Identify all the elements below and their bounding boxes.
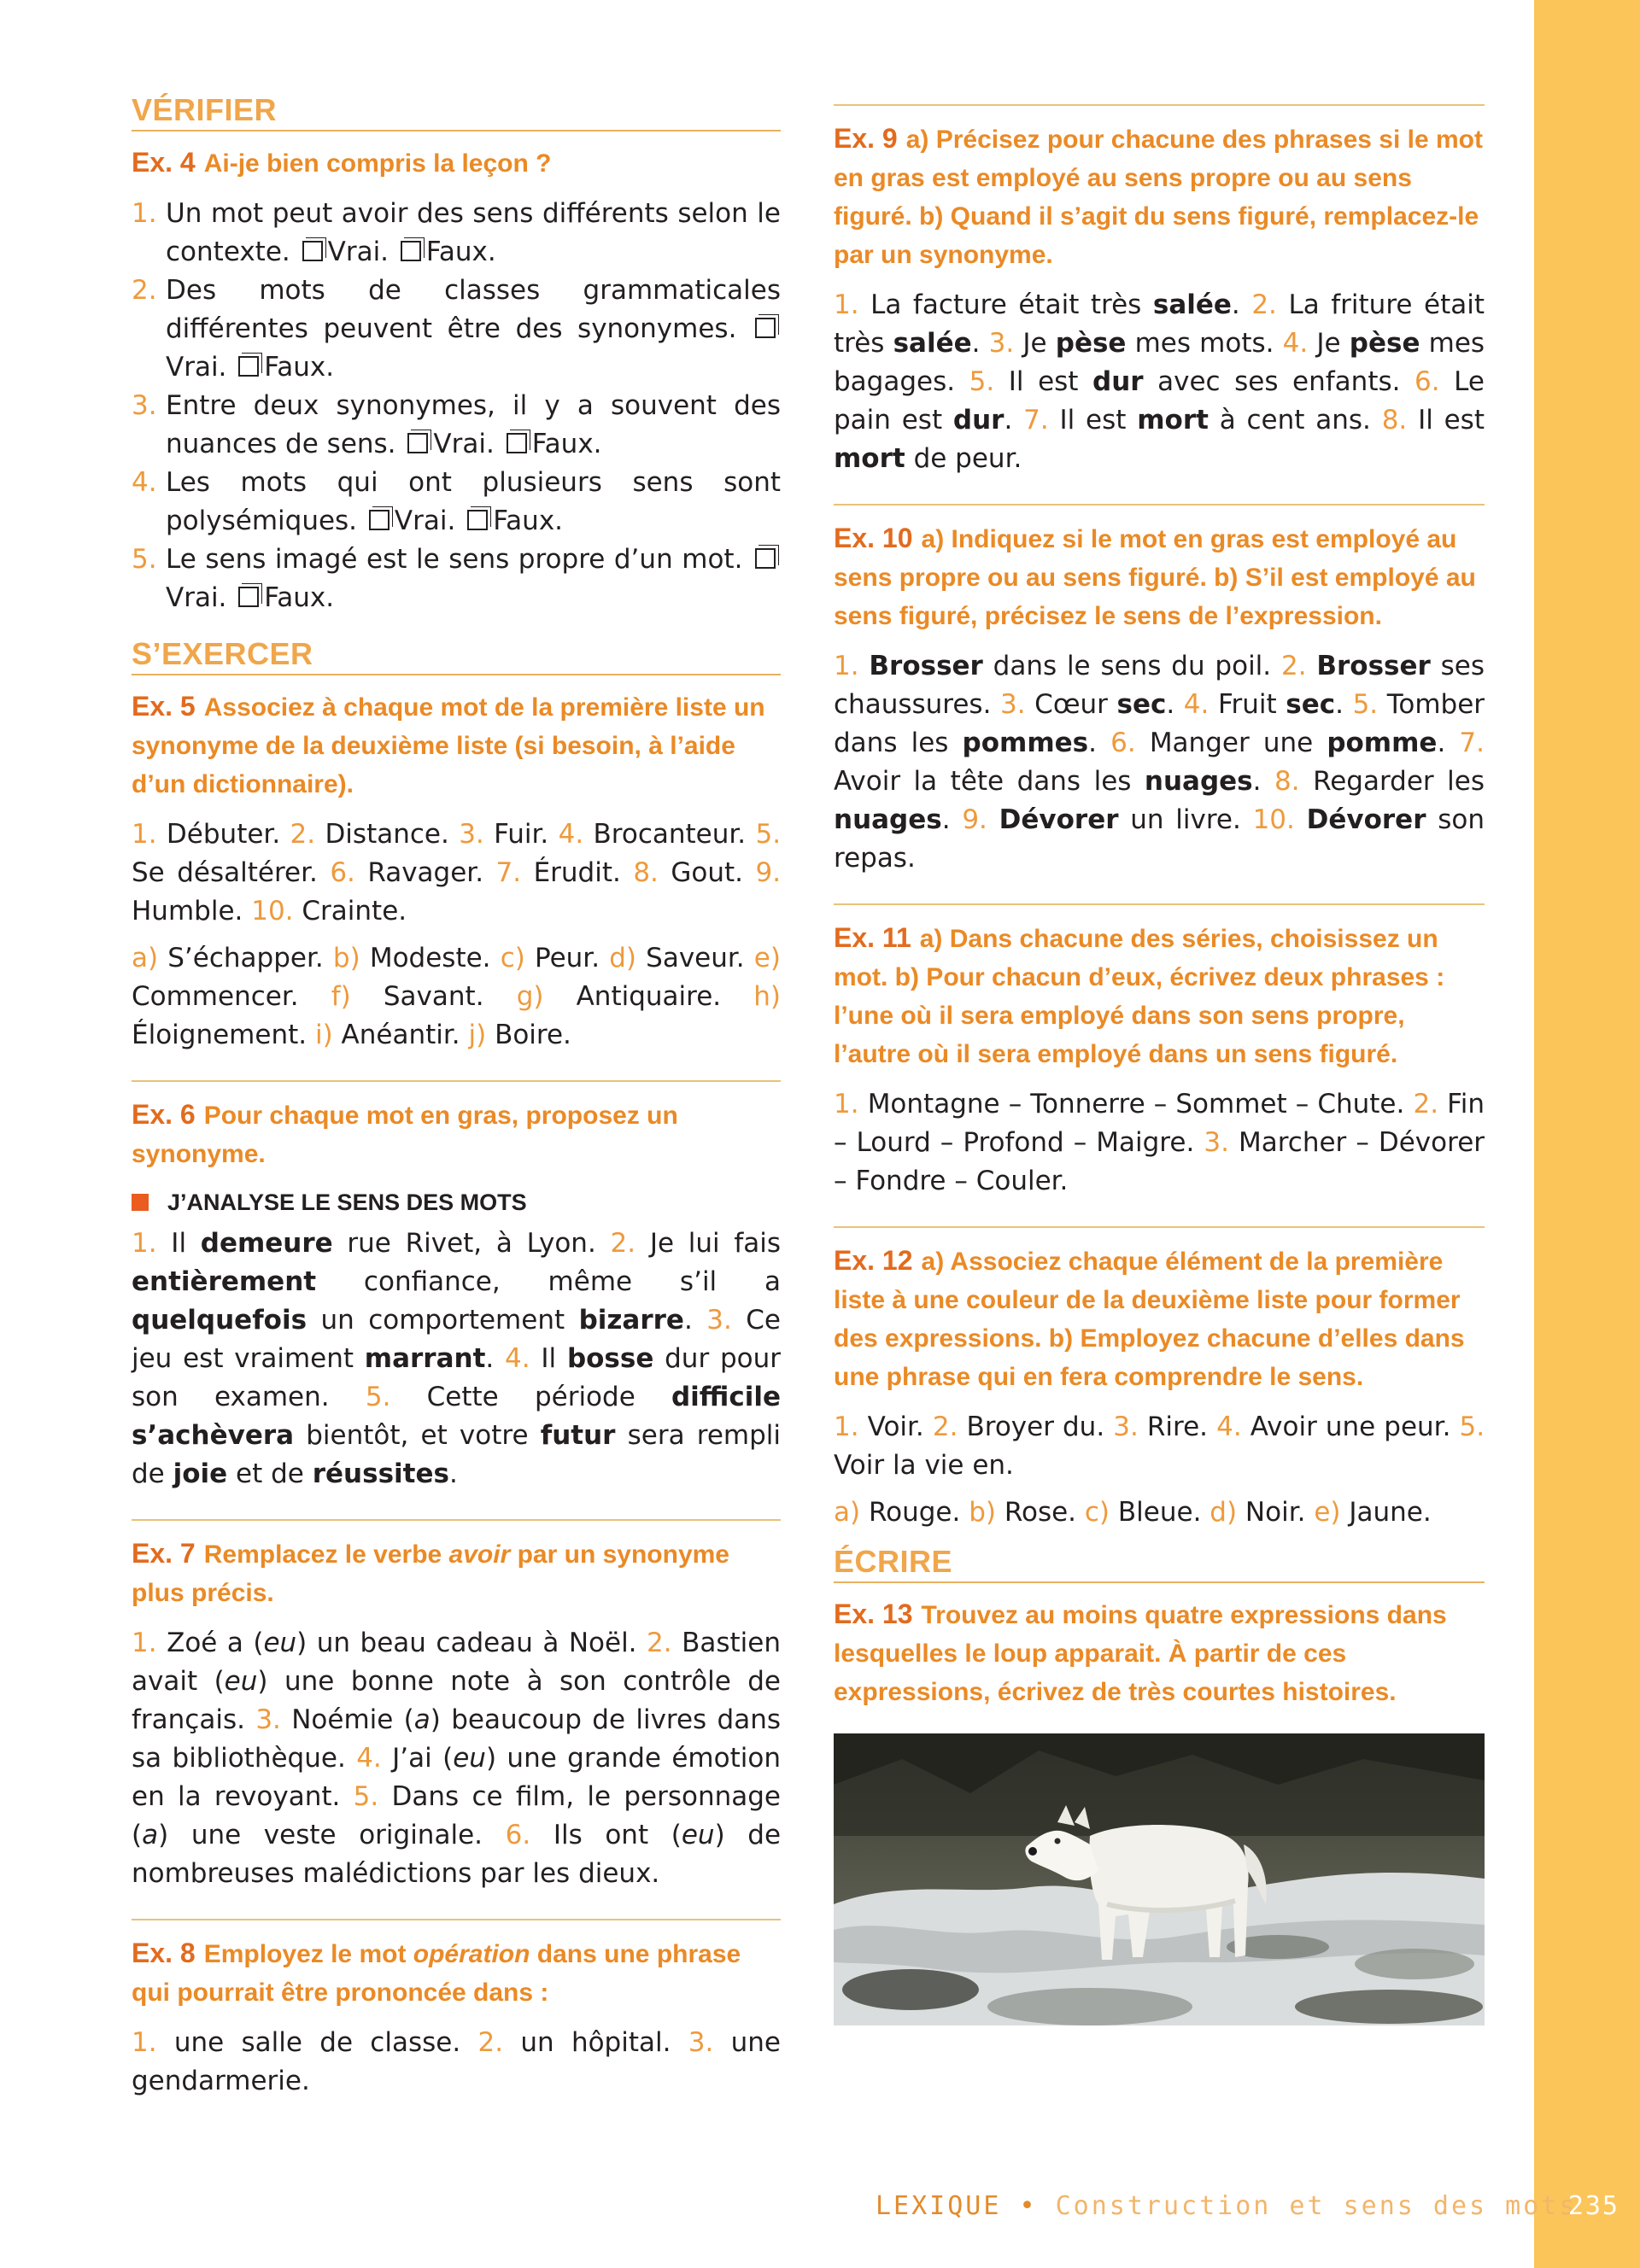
footer-subtitle: Construction et sens des mots [1055,2191,1578,2221]
item-number: 10. [251,896,294,926]
checkbox-icon [407,433,428,453]
exercise-11 [834,903,1485,1201]
item-number: 5. [755,819,782,850]
item-word: Se désaltérer. [132,857,318,888]
exercise-9 [834,104,1485,478]
item-word: Ravager. [367,857,484,888]
exercise-10-heading [834,519,1485,635]
exercise-12-heading [834,1242,1485,1396]
item-word: Modeste. [369,943,491,973]
exercise-number: Ex. 4 [132,147,196,178]
item-word: Fuir. [494,819,549,850]
item-number: c) [1084,1497,1110,1528]
item-text: Des mots de classes grammaticales différentes peuvent être des synonymes. [166,275,781,344]
list-item [132,541,781,617]
vrai-label: Vrai. [327,237,397,267]
item-number: d) [1210,1497,1238,1528]
list-item [132,464,781,541]
item-number: 3. [459,819,484,850]
item-number: 5. [132,544,157,575]
checkbox-icon [369,510,390,530]
checkbox-icon [755,318,776,338]
exercise-title: a) Associez chaque élément de la première liste à une couleur de la deuxième liste pour former des expressions. b) Employez chacune d’elles dans une phrase qui en fera comprendre le sens. [834,1248,1465,1391]
section-title-sexercer: S’EXERCER [132,636,781,675]
exercise-number: Ex. 5 [132,691,196,722]
footer [876,2191,1577,2221]
exercise-number: Ex. 11 [834,922,911,953]
item-text: Entre deux synonymes, il y a souvent des nuances de sens. [166,390,781,459]
item-number: g) [516,981,544,1012]
vrai-label: Vrai. [433,429,503,459]
item-number: 1. [132,198,157,229]
exercise-7 [132,1519,781,1893]
exercise-4 [132,143,781,617]
exercise-13 [834,1595,1485,2025]
item-number: 7. [495,857,522,888]
item-number: 5. [1459,1412,1485,1442]
faux-label: Faux. [264,582,335,613]
item-word: Rose. [1004,1497,1077,1528]
item-text: Le sens imagé est le sens propre d’un mot. [166,544,752,575]
item-number: 9. [755,857,782,888]
item-word: Rouge. [868,1497,961,1528]
item-number: 1. [834,1412,859,1442]
exercise-7-heading: Ex. 7 Remplacez le verbe avoir par un synonyme plus précis. [132,1538,729,1607]
exercise-11-body: 1. Montagne – Tonnerre – Sommet – Chute. 2. Fin – Lourd – Profond – Maigre. 3. Marcher – Dévorer – Fondre – Couler. [834,1089,1485,1196]
item-number: 2. [132,275,157,306]
exercise-number: Ex. 13 [834,1599,913,1629]
square-bullet-icon [132,1194,149,1211]
checkbox-icon [302,241,323,261]
exercise-12-body [834,1408,1485,1532]
item-number: 4. [132,467,157,498]
list-item [132,272,781,387]
item-word: Jaune. [1349,1497,1432,1528]
exercise-10 [834,504,1485,878]
subheading-label: J’ANALYSE LE SENS DES MOTS [167,1190,527,1215]
item-number: 1. [132,819,157,850]
footer-bullet: • [1019,2191,1038,2221]
exercise-9-heading [834,120,1485,274]
item-word: Gout. [671,857,744,888]
exercise-10-body: 1. Brosser dans le sens du poil. 2. Brosser ses chaussures. 3. Cœur sec. 4. Fruit sec. 5. Tomber dans les pommes. 6. Manger une pomme. 7. Avoir la tête dans les nuages. 8. Regarder les nuages. 9. Dévorer un livre. 10. Dévorer son repas. [834,651,1485,874]
item-number: 6. [330,857,355,888]
item-number: a) [132,943,159,973]
item-word: Débuter. [166,819,281,850]
item-word: Crainte. [302,896,407,926]
item-number: e) [753,943,781,973]
item-word: Érudit. [533,857,621,888]
section-title-ecrire: ÉCRIRE [834,1544,1485,1583]
exercise-title: Associez à chaque mot de la première liste un synonyme de la deuxième liste (si besoin, à l’aide d’un dictionnaire). [132,693,765,798]
item-number: e) [1314,1497,1341,1528]
exercise-5-body [132,815,781,1055]
exercise-5-heading [132,687,781,804]
item-number: 4. [558,819,584,850]
item-number: i) [314,1020,333,1050]
item-number: 2. [932,1412,958,1442]
item-text: Les mots qui ont plusieurs sens sont polysémiques. [166,467,781,536]
checkbox-icon [467,510,488,530]
vrai-label: Vrai. [166,582,236,613]
exercise-4-list [132,195,781,617]
item-word: Boire. [495,1020,571,1050]
item-word: Broyer du. [966,1412,1105,1442]
exercise-title: Ai-je bien compris la leçon ? [203,149,552,178]
item-number: b) [332,943,360,973]
item-number: f) [331,981,351,1012]
right-column [834,104,1485,2025]
exercise-11-heading [834,919,1485,1073]
word-list-2 [132,939,781,1055]
section-title-verifier: VÉRIFIER [132,92,781,132]
checkbox-icon [401,241,421,261]
white-wolf-photo [834,1733,1485,2025]
exercise-title: Pour chaque mot en gras, proposez un synonyme. [132,1102,678,1168]
checkbox-icon [755,548,776,569]
exercise-4-heading [132,143,781,183]
exercise-6-body: 1. Il demeure rue Rivet, à Lyon. 2. Je lui fais entièrement confiance, même s’il a quelquefois un comportement bizarre. 3. Ce jeu est vraiment marrant. 4. Il bosse dur pour son examen. 5. Cette période difficile s’achèvera bientôt, et votre futur sera rempli de joie et de réussites. [132,1228,782,1489]
item-number: b) [969,1497,996,1528]
item-word: Voir la vie en. [834,1450,1014,1481]
faux-label: Faux. [264,352,335,383]
exercise-12 [834,1226,1485,1532]
word-list-1 [834,1408,1485,1485]
list-item [132,387,781,464]
item-word: Brocanteur. [593,819,747,850]
item-number: a) [834,1497,861,1528]
item-number: h) [753,981,782,1012]
exercise-title: Trouvez au moins quatre expressions dans lesquelles le loup apparait. À partir de ces expressions, écrivez de très courtes histoires. [834,1601,1447,1706]
item-word: Anéantir. [341,1020,460,1050]
subheading [132,1185,781,1219]
page-number: 235 [1567,2191,1620,2221]
vrai-label: Vrai. [394,506,465,536]
item-word: Humble. [132,896,243,926]
item-word: Rire. [1146,1412,1209,1442]
checkbox-icon [238,356,259,377]
exercise-8-body: 1. une salle de classe. 2. un hôpital. 3. une gendarmerie. [132,2027,782,2096]
item-word: Savant. [383,981,484,1012]
item-number: c) [500,943,525,973]
faux-label: Faux. [531,429,602,459]
item-word: Commencer. [132,981,299,1012]
exercise-7-body: 1. Zoé a (eu) un beau cadeau à Noël. 2. Bastien avait (eu) une bonne note à son contrôle de français. 3. Noémie (a) beaucoup de livres dans sa bibliothèque. 4. J’ai (eu) une grande émotion en la revoyant. 5. Dans ce film, le personnage (a) une veste originale. 6. Ils ont (eu) de nombreuses malédictions par les dieux. [132,1628,782,1889]
item-word: Saveur. [646,943,745,973]
footer-lexique: LEXIQUE [876,2191,1002,2221]
exercise-number: Ex. 6 [132,1099,196,1130]
exercise-8-heading: Ex. 8 Employez le mot opération dans une phrase qui pourrait être prononcée dans : [132,1938,741,2007]
faux-label: Faux. [425,237,496,267]
exercise-8 [132,1919,781,2101]
exercise-number: Ex. 8 [132,1938,196,1968]
left-column [132,92,781,2109]
checkbox-icon [238,587,259,607]
item-number: d) [609,943,636,973]
word-list-2 [834,1493,1485,1532]
item-word: Distance. [325,819,449,850]
item-word: Voir. [867,1412,924,1442]
item-word: Éloignement. [132,1020,308,1050]
word-list-1 [132,815,781,931]
item-word: Peur. [534,943,600,973]
exercise-13-heading [834,1595,1485,1711]
exercise-5 [132,687,781,1055]
item-number: 3. [132,390,157,421]
faux-label: Faux. [493,506,564,536]
exercise-title: a) Précisez pour chacune des phrases si le mot en gras est employé au sens propre ou au sens figuré. b) Quand il s’agit du sens figuré, remplacez-le par un synonyme. [834,126,1483,269]
item-number: 8. [633,857,659,888]
item-number: j) [468,1020,487,1050]
exercise-6 [132,1080,781,1493]
item-text: Un mot peut avoir des sens différents selon le contexte. [166,198,781,267]
item-number: 4. [1216,1412,1242,1442]
exercise-title: a) Indiquez si le mot en gras est employé au sens propre ou au sens figuré. b) S’il est employé au sens figuré, précisez le sens de l’expression. [834,525,1476,630]
item-number: 2. [290,819,316,850]
exercise-title: a) Dans chacune des séries, choisissez un mot. b) Pour chacun d’eux, écrivez deux phrases : l’une où il sera employé dans son sens propre, l’autre où il sera employé dans un sens figuré. [834,925,1445,1068]
exercise-number: Ex. 10 [834,523,913,553]
exercise-9-body: 1. La facture était très salée. 2. La friture était très salée. 3. Je pèse mes mots. 4. Je pèse mes bagages. 5. Il est dur avec ses enfants. 6. Le pain est dur. 7. Il est mort à cent ans. 8. Il est mort de peur. [834,289,1485,474]
exercise-6-heading [132,1096,781,1173]
item-word: Antiquaire. [576,981,722,1012]
list-item [132,195,781,272]
item-word: Avoir une peur. [1250,1412,1451,1442]
exercise-number: Ex. 12 [834,1245,913,1276]
side-band [1534,0,1640,2268]
item-word: S’échapper. [167,943,324,973]
vrai-label: Vrai. [166,352,236,383]
checkbox-icon [507,433,527,453]
item-word: Noir. [1245,1497,1306,1528]
item-word: Bleue. [1117,1497,1202,1528]
exercise-number: Ex. 7 [132,1538,196,1569]
item-number: 3. [1113,1412,1139,1442]
exercise-number: Ex. 9 [834,123,898,154]
